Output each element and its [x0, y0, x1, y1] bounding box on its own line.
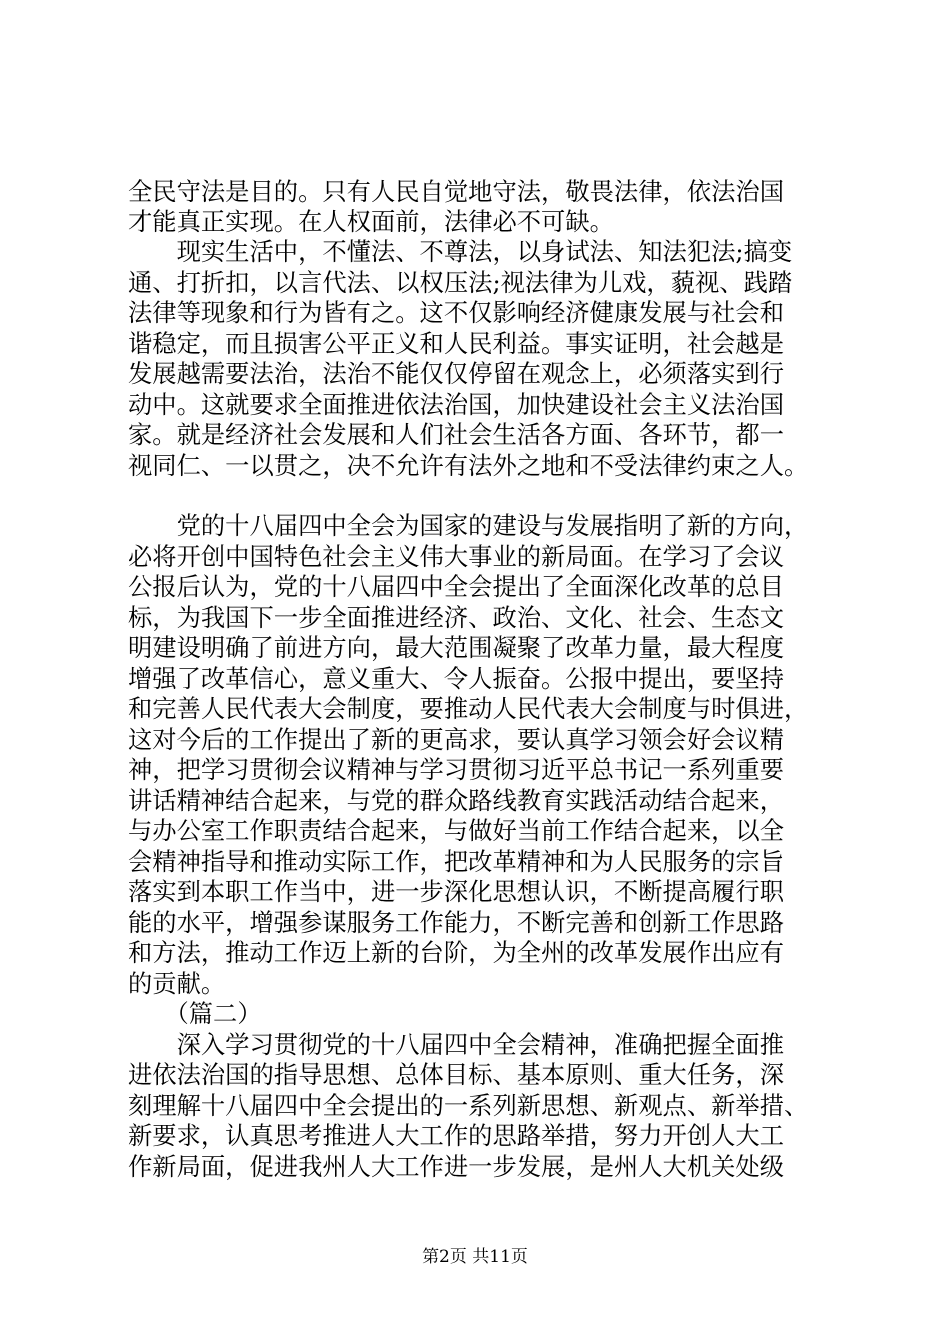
text-line: 发展越需要法治，法治不能仅仅停留在观念上，必须落实到行 [128, 359, 785, 388]
text-line: 能的水平，增强参谋服务工作能力，不断完善和创新工作思路 [128, 908, 785, 937]
page-number-footer: 第2页 共11页 [422, 1247, 528, 1267]
text-line: 家。就是经济社会发展和人们社会生活各方面、各环节，都一 [128, 420, 785, 449]
text-line: 会精神指导和推动实际工作，把改革精神和为人民服务的宗旨 [128, 847, 785, 876]
text-line: 新要求，认真思考推进人大工作的思路举措，努力开创人大工 [128, 1121, 785, 1150]
text-line: 与办公室工作职责结合起来，与做好当前工作结合起来，以全 [128, 816, 785, 845]
text-line: 视同仁、一以贯之，决不允许有法外之地和不受法律约束之人。 [128, 451, 809, 480]
text-line: 公报后认为，党的十八届四中全会提出了全面深化改革的总目 [128, 572, 785, 601]
text-line: 刻理解十八届四中全会提出的一系列新思想、新观点、新举措、 [128, 1091, 809, 1120]
text-line: 增强了改革信心，意义重大、令人振奋。公报中提出，要坚持 [128, 664, 785, 693]
text-line: 作新局面，促进我州人大工作进一步发展，是州人大机关处级 [128, 1152, 785, 1181]
text-line: 谐稳定，而且损害公平正义和人民利益。事实证明，社会越是 [128, 329, 785, 358]
text-line: 讲话精神结合起来，与党的群众路线教育实践活动结合起来， [128, 786, 785, 815]
text-line: 的贡献。 [128, 969, 226, 998]
section-heading: （篇二） [128, 999, 262, 1028]
text-line: 动中。这就要求全面推进依法治国，加快建设社会主义法治国 [128, 390, 785, 419]
text-line: 深入学习贯彻党的十八届四中全会精神，准确把握全面推 [128, 1030, 785, 1059]
text-line: 党的十八届四中全会为国家的建设与发展指明了新的方向， [128, 511, 809, 540]
text-line: 落实到本职工作当中，进一步深化思想认识，不断提高履行职 [128, 877, 785, 906]
text-line: 法律等现象和行为皆有之。这不仅影响经济健康发展与社会和 [128, 298, 785, 327]
text-line: 必将开创中国特色社会主义伟大事业的新局面。在学习了会议 [128, 542, 785, 571]
text-line: 才能真正实现。在人权面前，法律必不可缺。 [128, 207, 614, 236]
text-line: 和完善人民代表大会制度，要推动人民代表大会制度与时俱进， [128, 694, 809, 723]
text-line: 神，把学习贯彻会议精神与学习贯彻习近平总书记一系列重要 [128, 755, 785, 784]
text-line: 进依法治国的指导思想、总体目标、基本原则、重大任务，深 [128, 1060, 785, 1089]
text-line: 标，为我国下一步全面推进经济、政治、文化、社会、生态文 [128, 603, 785, 632]
text-line: 明建设明确了前进方向，最大范围凝聚了改革力量，最大程度 [128, 633, 785, 662]
text-line: 这对今后的工作提出了新的更高求，要认真学习领会好会议精 [128, 725, 785, 754]
text-line: 通、打折扣，以言代法、以权压法;视法律为儿戏，藐视、践踏 [128, 268, 793, 297]
text-line: 现实生活中，不懂法、不尊法，以身试法、知法犯法;搞变 [128, 237, 793, 266]
text-line: 和方法，推动工作迈上新的台阶，为全州的改革发展作出应有 [128, 938, 785, 967]
text-line: 全民守法是目的。只有人民自觉地守法，敬畏法律，依法治国 [128, 177, 785, 206]
